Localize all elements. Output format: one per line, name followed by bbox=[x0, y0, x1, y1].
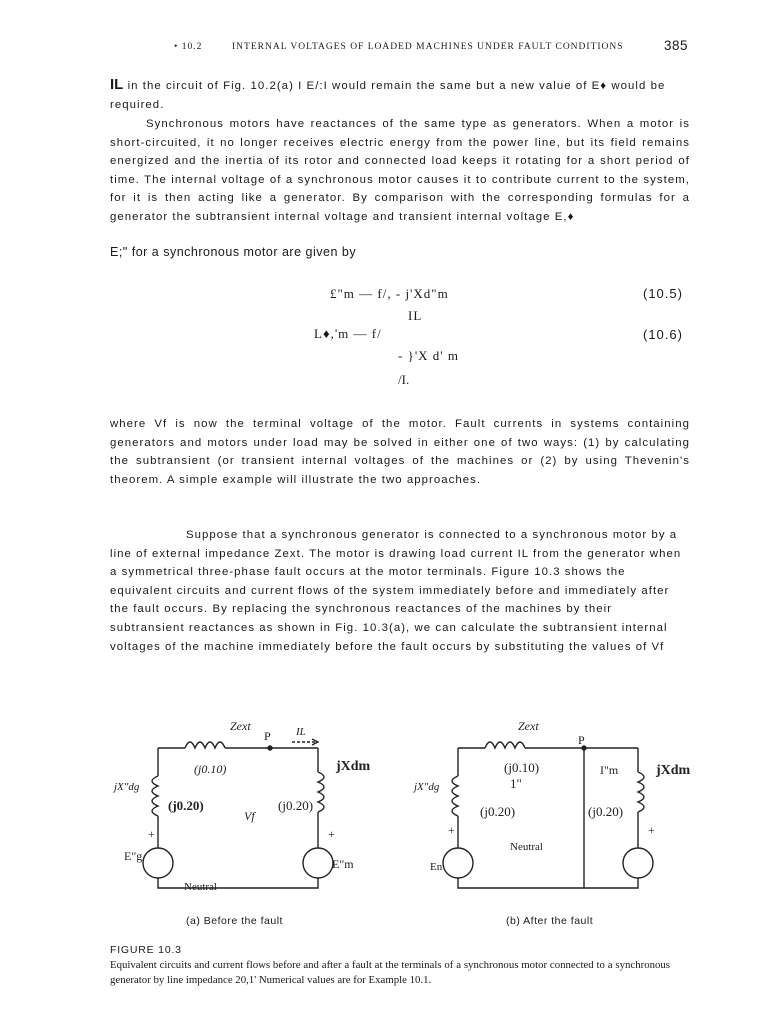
motor-value-b: (j0.20) bbox=[588, 804, 624, 819]
neutral-label-b: Neutral bbox=[510, 841, 543, 853]
generator-source-b bbox=[443, 848, 473, 878]
paragraph-2-text: Synchronous motors have reactances of the same type as generators. When a motor is short-circuited, it no longer receives electric energy from the power line, but its field remains energized and the inertia of its rotor and connected load keeps it rotating for a short period of time. The internal voltage of a synchronous motor causes it to contribute current to the system, for it is then acting like a generator. By comparison with the corresponding formulas for a generator the subtransient internal voltage and transient internal voltage E,♦ bbox=[110, 118, 690, 223]
eg-label-a: E"g bbox=[124, 849, 143, 863]
paragraph-3-text: where Vf is now the terminal voltage of the motor. Fault currents in systems containing generators and motors under load may be solved in either one of two ways: (1) by calculating the subtransient (or transient internal voltages of the machines or (2) by using Thevenin's theorem. A simple example will illustrate the two approaches. bbox=[110, 418, 690, 486]
equation-10-6-denominator: - }'X d' m bbox=[398, 348, 460, 363]
paragraph-1-text: in the circuit of Fig. 10.2(a) I E/:I would remain the same but a new value of E♦ would be required. bbox=[110, 80, 666, 111]
generator-value-b: (j0.20) bbox=[480, 804, 516, 819]
figure-caption-b: (b) After the fault bbox=[506, 915, 594, 927]
xdm-label-b: jXdm bbox=[656, 763, 691, 778]
paragraph-2 bbox=[110, 115, 690, 227]
equation-number-10-5: (10.5) bbox=[643, 286, 683, 301]
fault-current-label-b: 1" bbox=[510, 776, 522, 791]
motor-source-a bbox=[303, 848, 333, 878]
neutral-label-a: Neutral bbox=[184, 881, 217, 893]
motor-value-a: (j0.20) bbox=[278, 798, 314, 813]
plus-sign-motor-b: + bbox=[648, 823, 655, 837]
paragraph-4 bbox=[110, 526, 690, 656]
page-number: 385 bbox=[663, 38, 688, 53]
line-impedance-inductor-a bbox=[185, 742, 225, 748]
circuit-diagrams bbox=[110, 708, 710, 908]
motor-inductor-a bbox=[318, 772, 324, 812]
il-label-a: IL bbox=[296, 726, 306, 738]
im-label-b: I"m bbox=[600, 763, 619, 777]
line-value-a: (j0.10) bbox=[194, 762, 227, 776]
section-title: INTERNAL VOLTAGES OF LOADED MACHINES UNDER FAULT CONDITIONS bbox=[232, 42, 624, 52]
equation-10-5-denominator: IL bbox=[408, 308, 423, 323]
running-header bbox=[174, 38, 688, 58]
motor-source-b bbox=[623, 848, 653, 878]
equation-10-5: £"m — f/, - j'Xd"m bbox=[330, 286, 449, 301]
generator-value-a: (j0.20) bbox=[168, 798, 204, 813]
plus-sign-motor-a: + bbox=[328, 827, 335, 841]
equation-number-10-6: (10.6) bbox=[643, 327, 683, 342]
node-p-label-b: P bbox=[578, 733, 585, 747]
figure-10-3 bbox=[110, 708, 710, 938]
en-label-b: En bbox=[430, 861, 443, 873]
em-label-a: E"m bbox=[332, 857, 354, 871]
paragraph-3 bbox=[110, 415, 690, 489]
xdg-label-a: jX"dg bbox=[114, 781, 140, 793]
generator-inductor-a bbox=[152, 776, 158, 816]
plus-sign-gen-b: + bbox=[448, 823, 455, 837]
equation-10-6: L♦,'m — f/ bbox=[314, 326, 382, 341]
xdg-label-b: jX"dg bbox=[414, 781, 440, 793]
circuit-before-fault bbox=[143, 739, 333, 888]
plus-sign-gen-a: + bbox=[148, 827, 155, 841]
generator-source-a bbox=[143, 848, 173, 878]
line-value-b: (j0.10) bbox=[504, 760, 540, 775]
zext-label-b: Zext bbox=[518, 719, 539, 733]
paragraph-1-lead: IL bbox=[110, 76, 124, 93]
figure-caption-a: (a) Before the fault bbox=[186, 915, 283, 927]
figure-caption: Equivalent circuits and current flows before and after a fault at the terminals of a synchronous motor connected to a synchronous generator by line impedance 20,1' Numerical values are for Example 10.1. bbox=[110, 959, 670, 986]
equation-10-6-current: /I. bbox=[398, 372, 410, 387]
paragraph-1 bbox=[110, 76, 700, 114]
node-p-label-a: P bbox=[264, 729, 271, 743]
e-line: E;" for a synchronous motor are given by bbox=[110, 245, 357, 259]
zext-label-a: Zext bbox=[230, 719, 251, 733]
figure-label: FIGURE 10.3 bbox=[110, 944, 182, 956]
vf-label-a: Vf bbox=[244, 809, 255, 823]
motor-inductor-b bbox=[638, 772, 644, 812]
paragraph-4-text: Suppose that a synchronous generator is connected to a synchronous motor by a line of external impedance Zext. The motor is drawing load current IL from the generator when a symmetrical three-phase fault occurs at the motor terminals. Figure 10.3 shows the equivalent circuits and current flows of the system immediately before and immediately after the fault occurs. By replacing the synchronous reactances of the machines by their subtransient reactances as shown in Fig. 10.3(a), we can calculate the subtransient internal voltages of the machine immediately before the fault occurs by substituting the values of Vf bbox=[110, 529, 682, 653]
line-impedance-inductor-b bbox=[485, 742, 525, 748]
section-number: • 10.2 bbox=[174, 42, 203, 52]
generator-inductor-b bbox=[452, 776, 458, 816]
xdm-label-a: jXdm bbox=[336, 759, 371, 774]
